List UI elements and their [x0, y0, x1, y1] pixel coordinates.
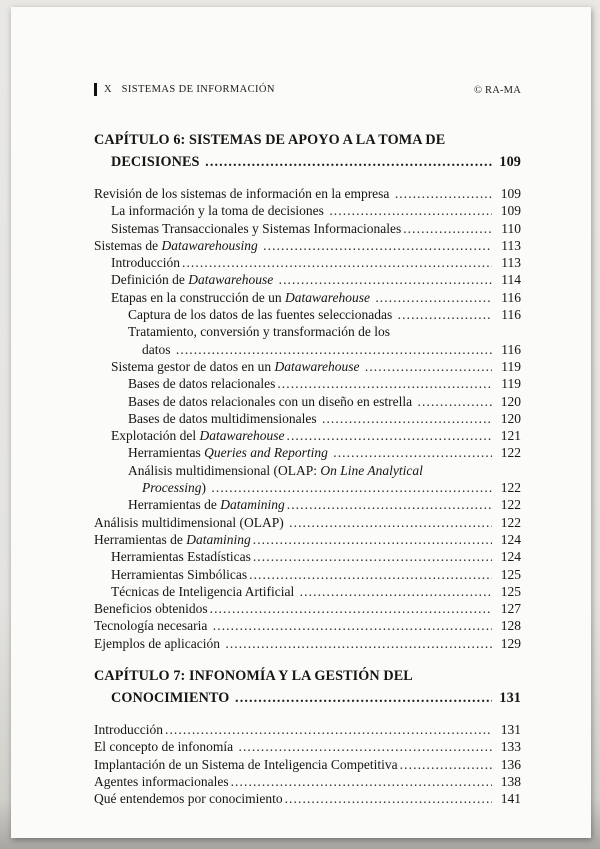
- entry-title: Herramientas Estadísticas: [111, 549, 251, 565]
- chapter-entries: [94, 721, 521, 807]
- page-number: 138: [500, 773, 521, 789]
- toc-entry: [94, 548, 521, 565]
- entry-title: Processing): [142, 480, 210, 496]
- dot-leader: [277, 375, 492, 392]
- dot-leader: [235, 688, 492, 710]
- page-number: 120: [500, 393, 521, 409]
- page-number: 128: [500, 618, 521, 634]
- entry-title: Herramientas de Datamining: [128, 497, 285, 513]
- entry-title: CONOCIMIENTO: [111, 689, 234, 706]
- page-number: 116: [501, 289, 521, 305]
- entry-title: Sistemas de Datawarehousing: [94, 237, 258, 253]
- page-number: 114: [501, 272, 521, 288]
- toc-entry: [94, 306, 521, 323]
- dot-leader: [365, 358, 492, 375]
- page-number: 113: [501, 255, 521, 271]
- entry-title: Técnicas de Inteligencia Artificial: [111, 583, 298, 599]
- entry-title: El concepto de infonomía: [94, 739, 237, 755]
- toc-entry: [94, 254, 521, 271]
- toc-entry: [94, 341, 521, 358]
- chapter-heading-line: [94, 666, 521, 688]
- entry-title: CAPÍTULO 7: INFONOMÍA Y LA GESTIÓN DEL: [94, 668, 413, 685]
- page-number: 125: [500, 583, 521, 599]
- dot-leader: [253, 531, 492, 548]
- toc-entry: [94, 202, 521, 219]
- dot-leader: [238, 738, 492, 755]
- toc-entry: [94, 375, 521, 392]
- dot-leader: [398, 306, 492, 323]
- page-number: 119: [501, 358, 521, 374]
- page-number: 127: [500, 601, 521, 617]
- toc-entry: [94, 790, 521, 807]
- toc-entry: [94, 479, 521, 496]
- toc-entry: [94, 566, 521, 583]
- entry-title: Análisis multidimensional (OLAP): [94, 514, 288, 530]
- chapter-heading-line: [94, 152, 521, 174]
- dot-leader: [418, 393, 492, 410]
- page-number: 141: [500, 791, 521, 807]
- toc-entry: [94, 271, 521, 288]
- entry-title: Tratamiento, conversión y transformación de los: [128, 324, 390, 340]
- page-number: 129: [500, 635, 521, 651]
- dot-leader: [286, 427, 492, 444]
- entry-title: Explotación del Datawarehouse: [111, 428, 285, 444]
- chapter-entries: [94, 185, 521, 652]
- dot-leader: [231, 773, 492, 790]
- entry-title: Sistemas Transaccionales y Sistemas Informacionales: [111, 220, 402, 236]
- dot-leader: [165, 721, 492, 738]
- dot-leader: [249, 566, 492, 583]
- entry-title: Herramientas de Datamining: [94, 531, 251, 547]
- page-number: 109: [500, 203, 521, 219]
- toc-entry: [94, 462, 521, 479]
- toc-entry: [94, 514, 521, 531]
- page-number: 133: [500, 739, 521, 755]
- dot-leader: [263, 237, 492, 254]
- dot-leader: [285, 790, 492, 807]
- page-number: 119: [501, 376, 521, 392]
- running-header: [94, 83, 521, 96]
- page-number: 113: [501, 237, 521, 253]
- dot-leader: [210, 600, 492, 617]
- toc-entry: [94, 444, 521, 461]
- page-content: [11, 7, 591, 808]
- entry-title: Introducción: [94, 722, 163, 738]
- entry-title: Tecnología necesaria: [94, 618, 211, 634]
- page-number: 122: [500, 514, 521, 530]
- entry-title: Beneficios obtenidos: [94, 601, 208, 617]
- toc-entry: [94, 358, 521, 375]
- dot-leader: [211, 479, 492, 496]
- entry-title: Agentes informacionales: [94, 773, 229, 789]
- toc: [94, 130, 521, 808]
- entry-title: Definición de Datawarehouse: [111, 272, 274, 288]
- entry-title: Introducción: [111, 255, 180, 271]
- entry-title: Análisis multidimensional (OLAP: On Line Analytical: [128, 462, 423, 478]
- dot-leader: [205, 152, 492, 174]
- toc-entry: [94, 773, 521, 790]
- dot-leader: [329, 202, 492, 219]
- dot-leader: [400, 756, 492, 773]
- entry-title: Ejemplos de aplicación: [94, 635, 224, 651]
- page-number: 122: [500, 480, 521, 496]
- toc-entry: [94, 410, 521, 427]
- toc-entry: [94, 185, 521, 202]
- dot-leader: [213, 617, 492, 634]
- dot-leader: [287, 496, 492, 513]
- book-title: SISTEMAS DE INFORMACIÓN: [121, 84, 275, 95]
- page-number: 131: [500, 722, 521, 738]
- book-page: [11, 7, 591, 838]
- page-number: 116: [501, 307, 521, 323]
- entry-title: Sistema gestor de datos en un Datawarehouse: [111, 358, 360, 374]
- entry-title: Bases de datos relacionales: [128, 376, 276, 392]
- page-number: 116: [501, 341, 521, 357]
- dot-leader: [279, 271, 492, 288]
- dot-leader: [253, 548, 492, 565]
- toc-section: [94, 130, 521, 652]
- publisher-mark: © RA-MA: [473, 85, 521, 96]
- toc-entry: [94, 738, 521, 755]
- entry-title: Implantación de un Sistema de Inteligencia Competitiva: [94, 756, 398, 772]
- page-number: 121: [500, 428, 521, 444]
- dot-leader: [289, 514, 492, 531]
- toc-entry: [94, 237, 521, 254]
- toc-entry: [94, 393, 521, 410]
- entry-title: Herramientas Simbólicas: [111, 566, 248, 582]
- toc-entry: [94, 583, 521, 600]
- dot-leader: [403, 220, 492, 237]
- page-number: 122: [500, 445, 521, 461]
- toc-entry: [94, 600, 521, 617]
- toc-entry: [94, 531, 521, 548]
- dot-leader: [225, 635, 492, 652]
- dot-leader: [395, 185, 492, 202]
- page-number: 109: [499, 153, 521, 170]
- chapter-heading-line: [94, 688, 521, 710]
- dot-leader: [322, 410, 492, 427]
- toc-entry: [94, 323, 521, 340]
- page-number: 122: [500, 497, 521, 513]
- chapter-heading: [94, 130, 521, 173]
- page-number: 124: [500, 531, 521, 547]
- toc-entry: [94, 617, 521, 634]
- entry-title: La información y la toma de decisiones: [111, 203, 328, 219]
- toc-entry: [94, 756, 521, 773]
- toc-entry: [94, 289, 521, 306]
- entry-title: Etapas en la construcción de un Datawarehouse: [111, 289, 370, 305]
- dot-leader: [300, 583, 492, 600]
- dot-leader: [176, 341, 492, 358]
- entry-title: DECISIONES: [111, 153, 204, 170]
- page-number: 131: [499, 689, 521, 706]
- header-bar-icon: [94, 83, 97, 96]
- toc-section: [94, 666, 521, 807]
- entry-title: Revisión de los sistemas de información en la empresa: [94, 186, 393, 201]
- entry-title: CAPÍTULO 6: SISTEMAS DE APOYO A LA TOMA DE: [94, 132, 446, 148]
- page-number: 110: [501, 220, 521, 236]
- entry-title: Bases de datos relacionales con un diseño en estrella: [128, 393, 416, 409]
- dot-leader: [375, 289, 492, 306]
- page-number: 109: [500, 186, 521, 201]
- dot-leader: [182, 254, 492, 271]
- chapter-heading-line: [94, 130, 521, 152]
- toc-entry: [94, 635, 521, 652]
- toc-entry: [94, 220, 521, 237]
- entry-title: Bases de datos multidimensionales: [128, 410, 320, 426]
- page-number: 120: [500, 410, 521, 426]
- toc-entry: [94, 721, 521, 738]
- dot-leader: [333, 444, 492, 461]
- entry-title: Qué entendemos por conocimiento: [94, 791, 283, 807]
- page-number: 136: [500, 756, 521, 772]
- running-header-left: [94, 83, 275, 96]
- toc-entry: [94, 427, 521, 444]
- entry-title: datos: [142, 341, 174, 357]
- page-number: 125: [500, 566, 521, 582]
- page-marker: X: [104, 84, 112, 95]
- chapter-heading: [94, 666, 521, 709]
- entry-title: Captura de los datos de las fuentes seleccionadas: [128, 307, 396, 323]
- entry-title: Herramientas Queries and Reporting: [128, 445, 328, 461]
- toc-entry: [94, 496, 521, 513]
- page-number: 124: [500, 549, 521, 565]
